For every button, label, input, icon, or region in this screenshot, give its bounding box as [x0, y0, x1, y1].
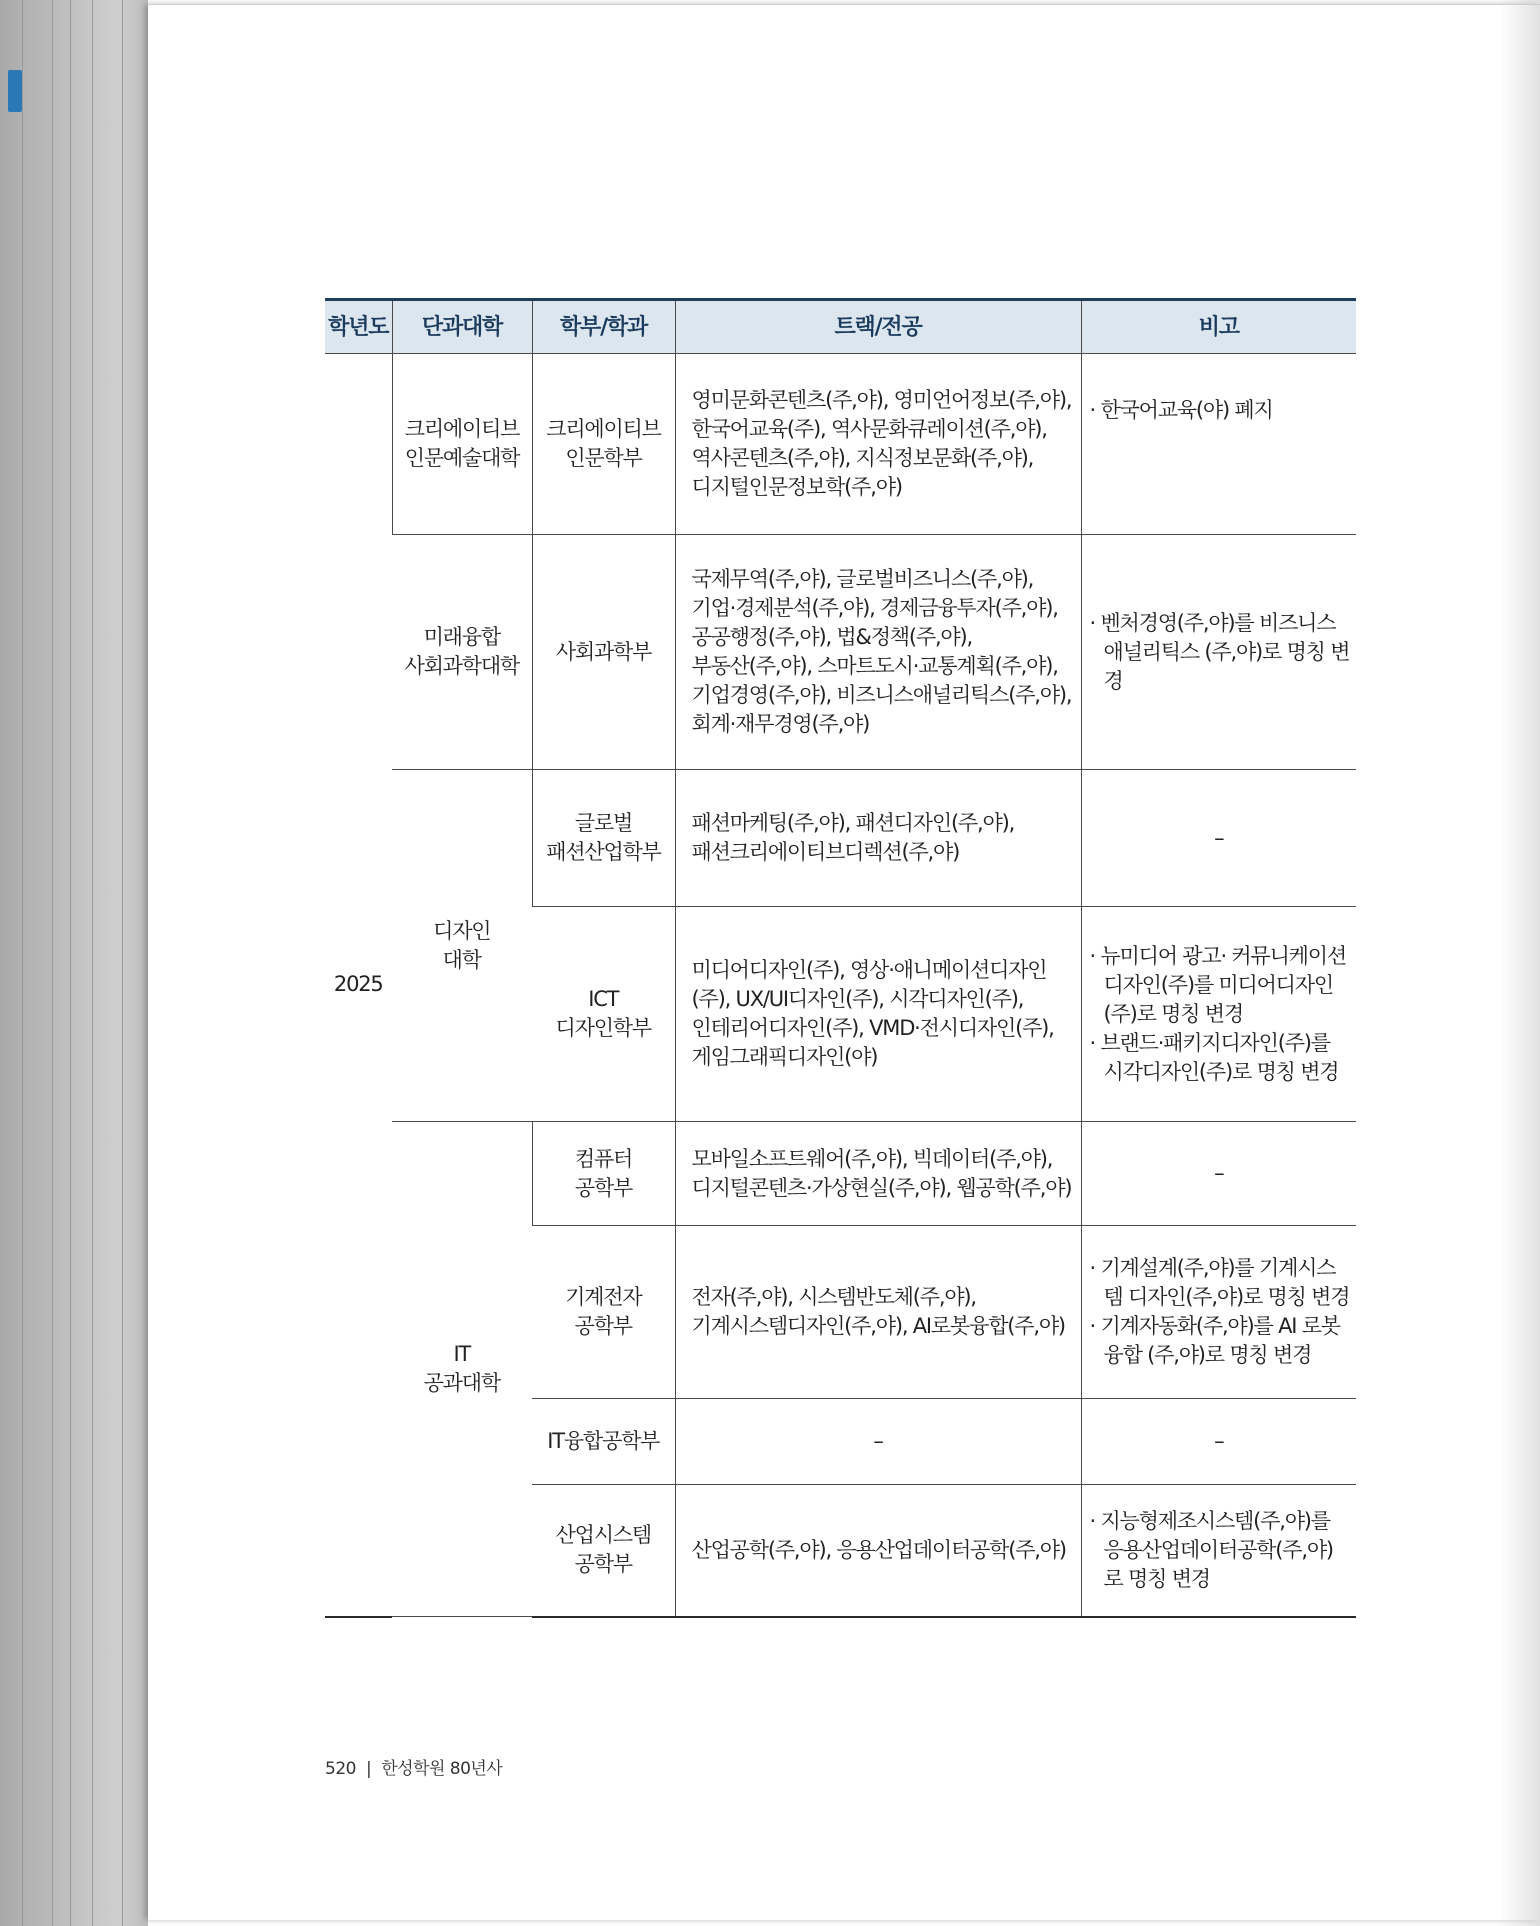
college-cell: IT 공과대학	[392, 1122, 532, 1617]
page-number: 520	[325, 1759, 356, 1779]
college-cell: 크리에이티브 인문예술대학	[392, 354, 532, 535]
track-cell: 전자(주,야), 시스템반도체(주,야), 기계시스템디자인(주,야), AI로봇융합(주,야)	[675, 1226, 1081, 1399]
note-cell: –	[1081, 1399, 1356, 1485]
department-cell: 사회과학부	[532, 535, 675, 770]
table-header-row	[325, 300, 1356, 354]
note-cell: · 벤처경영(주,야)를 비즈니스애널리틱스 (주,야)로 명칭 변경	[1081, 535, 1356, 770]
book-title: 한성학원 80년사	[381, 1759, 503, 1779]
department-cell: 크리에이티브 인문학부	[532, 354, 675, 535]
note-cell: · 한국어교육(야) 폐지	[1081, 354, 1356, 535]
track-cell: –	[675, 1399, 1081, 1485]
track-cell: 산업공학(주,야), 응용산업데이터공학(주,야)	[675, 1485, 1081, 1617]
table-row	[325, 354, 1356, 535]
table-row	[325, 1122, 1356, 1226]
table-row	[325, 535, 1356, 770]
track-cell: 국제무역(주,야), 글로벌비즈니스(주,야), 기업·경제분석(주,야), 경제금융투자(주,야), 공공행정(주,야), 법&정책(주,야), 부동산(주,야), 스마트도시·교통계획(주,야), 기업경영(주,야), 비즈니스애널리틱스(주,야), 회계·재무경영(주,야)	[675, 535, 1081, 770]
track-cell: 모바일소프트웨어(주,야), 빅데이터(주,야), 디지털콘텐츠·가상현실(주,야), 웹공학(주,야)	[675, 1122, 1081, 1226]
header-note: 비고	[1081, 300, 1356, 354]
department-cell: ICT 디자인학부	[532, 907, 675, 1122]
note-cell: · 기계설계(주,야)를 기계시스템 디자인(주,야)로 명칭 변경 · 기계자동화(주,야)를 AI 로봇융합 (주,야)로 명칭 변경	[1081, 1226, 1356, 1399]
note-cell: · 뉴미디어 광고· 커뮤니케이션 디자인(주)를 미디어디자인(주)로 명칭 변경 · 브랜드·패키지디자인(주)를 시각디자인(주)로 명칭 변경	[1081, 907, 1356, 1122]
table-row	[325, 770, 1356, 907]
page-footer	[325, 1754, 502, 1779]
department-cell: 컴퓨터 공학부	[532, 1122, 675, 1226]
header-department: 학부/학과	[532, 300, 675, 354]
curriculum-table	[325, 298, 1356, 1618]
year-cell: 2025	[325, 354, 392, 1617]
track-cell: 영미문화콘텐츠(주,야), 영미언어정보(주,야), 한국어교육(주), 역사문화큐레이션(주,야), 역사콘텐츠(주,야), 지식정보문화(주,야), 디지털인문정보학(주,야)	[675, 354, 1081, 535]
header-year: 학년도	[325, 300, 392, 354]
college-cell: 디자인 대학	[392, 770, 532, 1122]
department-cell: 기계전자 공학부	[532, 1226, 675, 1399]
note-cell: –	[1081, 770, 1356, 907]
track-cell: 패션마케팅(주,야), 패션디자인(주,야), 패션크리에이티브디렉션(주,야)	[675, 770, 1081, 907]
header-track: 트랙/전공	[675, 300, 1081, 354]
note-cell: –	[1081, 1122, 1356, 1226]
bookmark-tab	[8, 70, 22, 112]
college-cell: 미래융합 사회과학대학	[392, 535, 532, 770]
note-cell: · 지능형제조시스템(주,야)를 응용산업데이터공학(주,야) 로 명칭 변경	[1081, 1485, 1356, 1617]
department-cell: 산업시스템 공학부	[532, 1485, 675, 1617]
footer-separator: |	[365, 1759, 372, 1779]
department-cell: 글로벌 패션산업학부	[532, 770, 675, 907]
header-college: 단과대학	[392, 300, 532, 354]
track-cell: 미디어디자인(주), 영상·애니메이션디자인 (주), UX/UI디자인(주), 시각디자인(주), 인테리어디자인(주), VMD·전시디자인(주), 게임그래픽디자인(야)	[675, 907, 1081, 1122]
department-cell: IT융합공학부	[532, 1399, 675, 1485]
book-page-stack	[0, 0, 148, 1926]
